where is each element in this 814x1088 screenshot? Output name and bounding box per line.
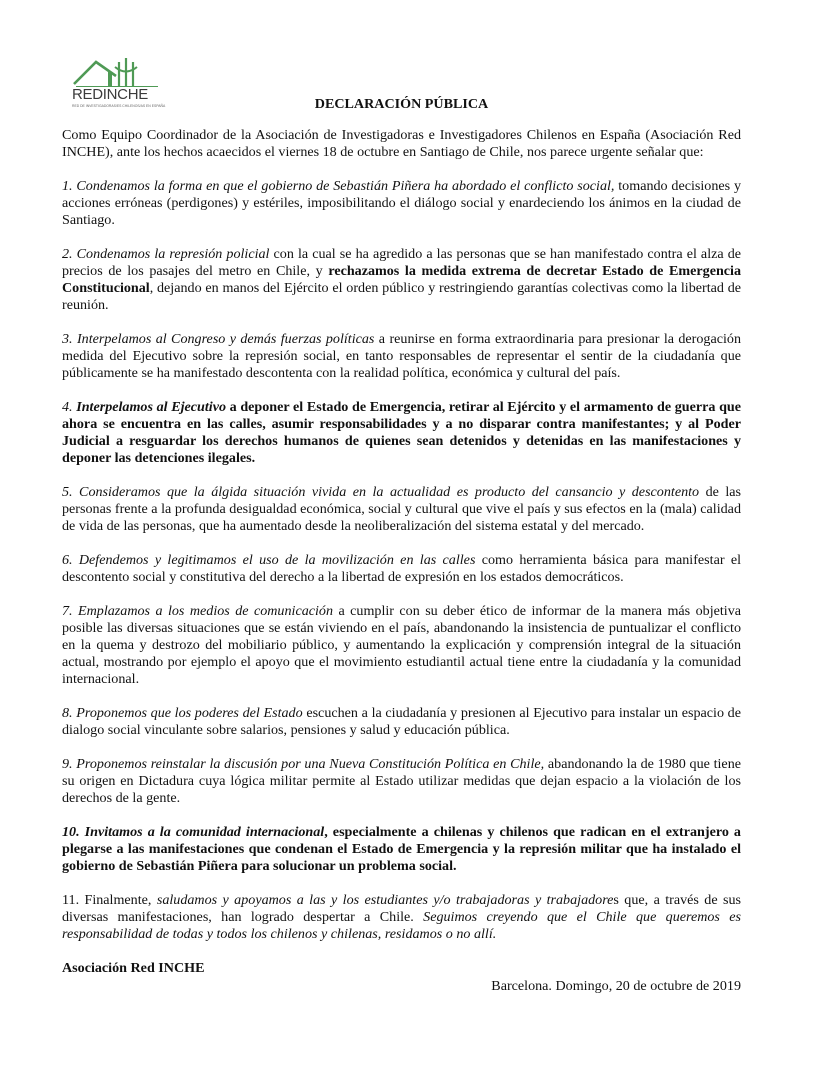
- point-7-lead: 7. Emplazamos a los medios de comunicación: [62, 603, 334, 619]
- point-10-lead: 10. Invitamos a la comunidad internacional: [62, 824, 325, 840]
- point-6: [62, 552, 741, 586]
- point-11-body: s que, a través de sus diversas manifestaciones, han logrado despertar a Chile.: [62, 892, 741, 925]
- point-11-closing: Seguimos creyendo que el Chile que queremos es responsabilidad de todas y todos los chilenos y chilenas, residamos o no allí.: [62, 909, 741, 942]
- point-7: [62, 603, 741, 688]
- point-11-lead: 11. Finalmente,: [62, 892, 157, 908]
- point-9-lead: 9. Proponemos reinstalar la discusión por una Nueva Constitución Política en Chile,: [62, 756, 545, 772]
- point-5: [62, 484, 741, 535]
- point-2-lead: 2. Condenamos la represión policial: [62, 246, 270, 262]
- point-8: [62, 705, 741, 739]
- point-3-lead: 3. Interpelamos al Congreso y demás fuerzas políticas: [62, 331, 375, 347]
- logo-subtitle: RED DE INVESTIGADORAS/ES CHILENOS/AS EN ESPAÑA: [72, 104, 166, 108]
- point-2-bold: rechazamos la medida extrema de decretar Estado de Emergencia Constitucional: [62, 263, 742, 296]
- signature: Asociación Red INCHE: [62, 960, 205, 976]
- point-4: [62, 399, 741, 467]
- point-10-body: , especialmente a chilenas y chilenos que radican en el extranjero a plegarse a las manifestaciones que condenan el Estado de Emergencia y la represión militar que ha instalado el gobierno de Sebastián Piñera para solucionar un problema social.: [62, 824, 741, 874]
- point-2-tail: , dejando en manos del Ejército el orden público y restringiendo garantías colectivas como la libertad de reunión.: [62, 280, 741, 313]
- point-6-body: como herramienta básica para manifestar el descontento social y constitutiva del derecho a la libertad de expresión en los estados democráticos.: [62, 552, 741, 585]
- point-6-lead: 6. Defendemos y legitimamos el uso de la movilización en las calles: [62, 552, 476, 568]
- point-8-body: escuchen a la ciudadanía y presionen al Ejecutivo para instalar un espacio de dialogo social vinculante sobre salarios, pensiones y salud y educación pública.: [62, 705, 741, 738]
- point-8-lead: 8. Proponemos que los poderes del Estado: [62, 705, 303, 721]
- intro-paragraph: Como Equipo Coordinador de la Asociación de Investigadoras e Investigadores Chilenos en España (Asociación Red INCHE), ante los hechos acaecidos el viernes 18 de octubre en Santiago de Chile, nos parece urgente señalar que:: [62, 127, 741, 160]
- point-10: [62, 824, 741, 875]
- point-3-body: a reunirse en forma extraordinaria para presionar la derogación medida del Ejecutivo sobre la represión social, en tanto responsables de representar el sentir de la ciudadanía que públicamente se ha manifestado descontenta con la realidad política, económica y cultural del país.: [62, 331, 741, 381]
- point-1-body: tomando decisiones y acciones erróneas (perdigones) y estériles, imposibilitando el diálogo social y enardeciendo los ánimos en la ciudad de Santiago.: [62, 178, 741, 228]
- point-2-body: con la cual se ha agredido a las personas que se han manifestado contra el alza de precios de los pasajes del metro en Chile, y: [62, 246, 741, 279]
- document-title: DECLARACIÓN PÚBLICA: [314, 96, 489, 112]
- point-9: [62, 756, 741, 807]
- point-9-body: abandonando la de 1980 que tiene su origen en Dictadura cuya lógica militar permite al Estado utilizar medidas que dejan espacio a la violación de los derechos de la gente.: [62, 756, 741, 806]
- point-4-body: a deponer el Estado de Emergencia, retirar al Ejército y el armamento de guerra que ahora se encuentra en las calles, asumir responsabilidades y a no disparar contra manifestantes; y al Poder Judicial a resguardar los derechos humanos de quienes sean detenidos y detenidas en las manifestaciones y deponer las detenciones ilegales.: [62, 399, 742, 466]
- house-antenna-icon: [72, 56, 172, 90]
- point-11: [62, 892, 741, 943]
- point-5-lead: 5. Consideramos que la álgida situación vivida en la actualidad es producto del cansancio y descontento: [62, 484, 700, 500]
- point-11-italic: saludamos y apoyamos a las y los estudiantes y/o trabajadoras y trabajadore: [156, 892, 614, 908]
- date-line: Barcelona. Domingo, 20 de octubre de 2019: [491, 978, 741, 994]
- declaration-document: [62, 96, 741, 995]
- point-4-lead: Interpelamos al Ejecutivo: [76, 399, 226, 415]
- logo-text: REDINCHE: [72, 86, 148, 103]
- point-5-body: de las personas frente a la profunda desigualdad económica, social y cultural que vive el país y sus efectos en la (mala) calidad de vida de las personas, que ha aumentado desde la neoliberalización del sistema estatal y del mercado.: [62, 484, 741, 534]
- point-7-body: a cumplir con su deber ético de informar de la manera más objetiva posible las diversas situaciones que se están viviendo en el país, abandonando la insistencia de puntualizar el conflicto en la quema y destrozo del mobiliario público, y aumentando la explicación y comprensión integral de la situación actual, mostrando por ejemplo el apoyo que el movimiento estudiantil actual tiene entre la ciudadanía y la comunidad internacional.: [62, 603, 742, 687]
- point-2: [62, 246, 741, 314]
- point-1-lead: 1. Condenamos la forma en que el gobierno de Sebastián Piñera ha abordado el conflicto social,: [62, 178, 615, 194]
- point-1: [62, 178, 741, 229]
- point-4-number: 4.: [62, 399, 77, 415]
- point-3: [62, 331, 741, 382]
